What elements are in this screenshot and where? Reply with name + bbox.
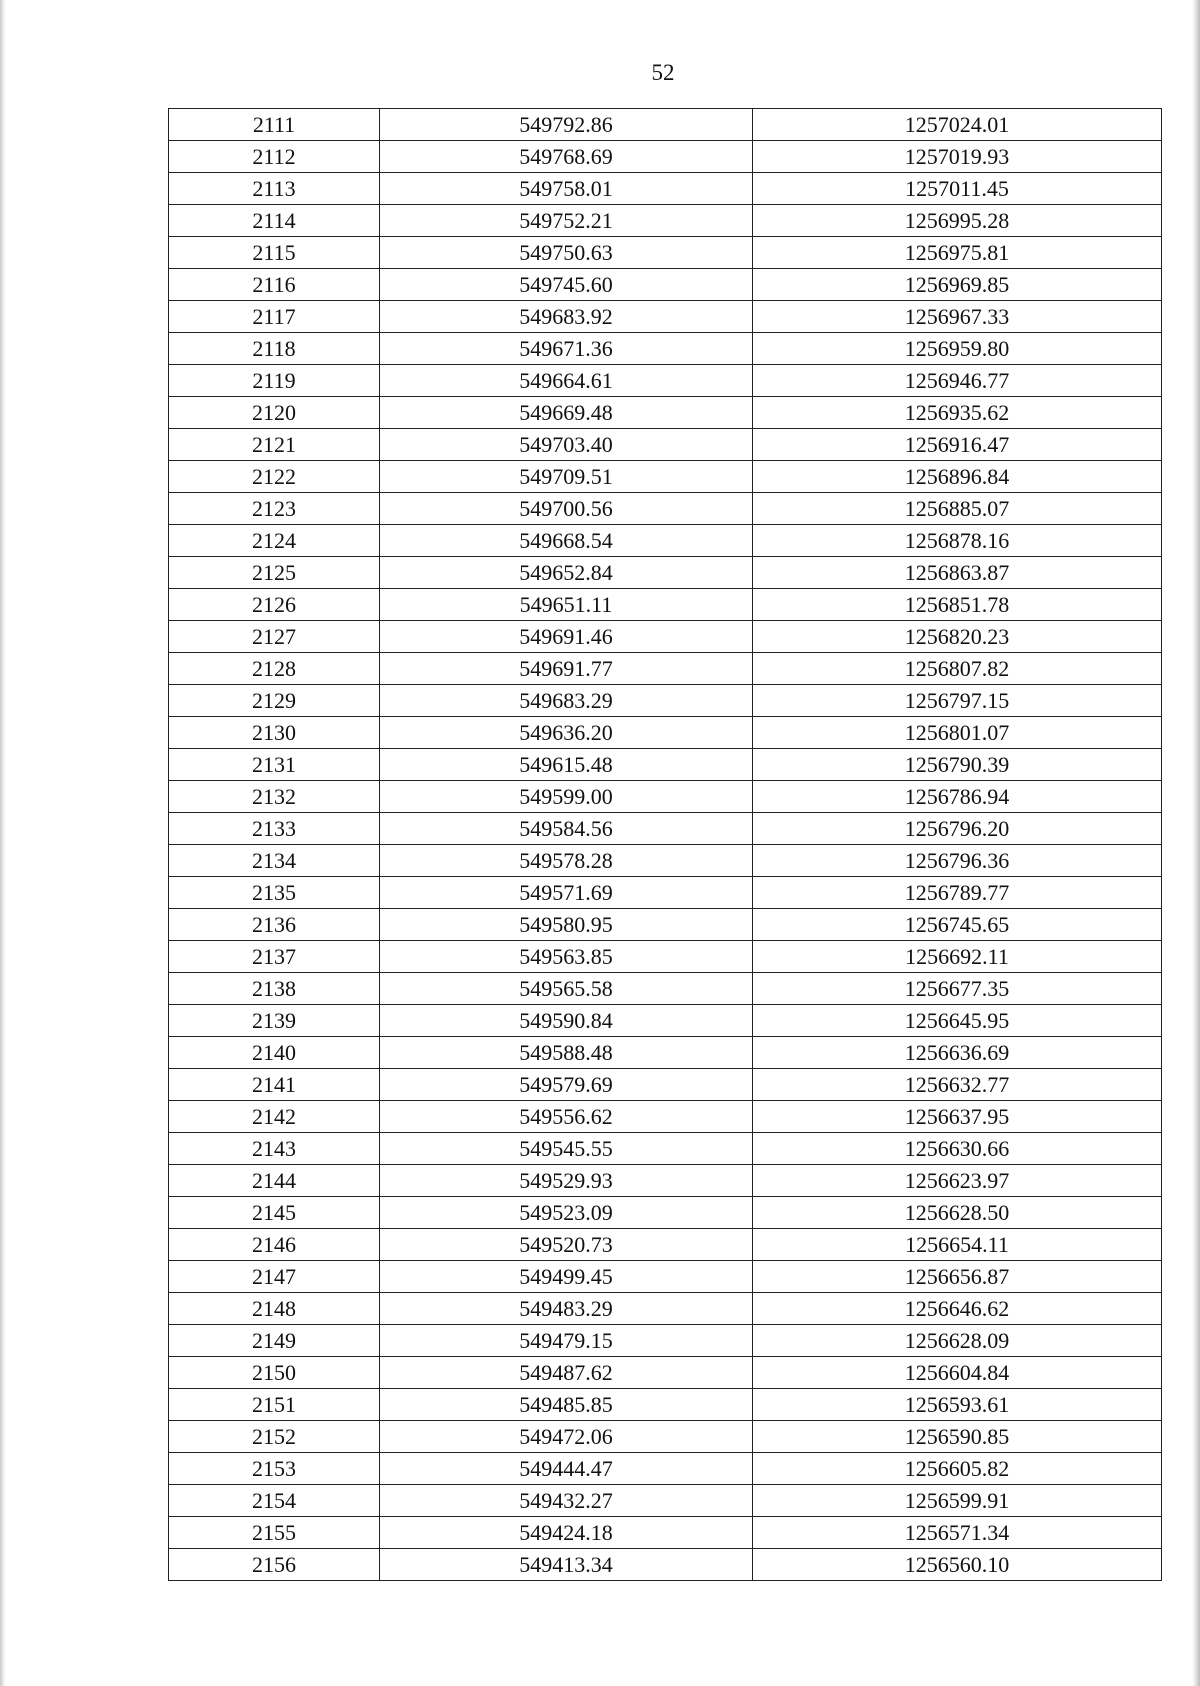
point-number-cell: 2143: [169, 1133, 380, 1165]
point-number-cell: 2132: [169, 781, 380, 813]
table-row: [169, 1165, 1162, 1197]
x-coordinate-cell: 549745.60: [380, 269, 753, 301]
y-coordinate-cell: 1256885.07: [753, 493, 1162, 525]
table-row: [169, 781, 1162, 813]
table-row: [169, 365, 1162, 397]
x-coordinate-cell: 549683.92: [380, 301, 753, 333]
x-coordinate-cell: 549703.40: [380, 429, 753, 461]
table-row: [169, 557, 1162, 589]
point-number-cell: 2123: [169, 493, 380, 525]
y-coordinate-cell: 1256636.69: [753, 1037, 1162, 1069]
table-row: [169, 1133, 1162, 1165]
x-coordinate-cell: 549520.73: [380, 1229, 753, 1261]
x-coordinate-cell: 549563.85: [380, 941, 753, 973]
point-number-cell: 2121: [169, 429, 380, 461]
x-coordinate-cell: 549599.00: [380, 781, 753, 813]
table-row: [169, 205, 1162, 237]
table-row: [169, 461, 1162, 493]
y-coordinate-cell: 1256656.87: [753, 1261, 1162, 1293]
y-coordinate-cell: 1257019.93: [753, 141, 1162, 173]
point-number-cell: 2144: [169, 1165, 380, 1197]
table-row: [169, 909, 1162, 941]
x-coordinate-cell: 549571.69: [380, 877, 753, 909]
table-row: [169, 429, 1162, 461]
x-coordinate-cell: 549590.84: [380, 1005, 753, 1037]
point-number-cell: 2116: [169, 269, 380, 301]
point-number-cell: 2153: [169, 1453, 380, 1485]
point-number-cell: 2117: [169, 301, 380, 333]
point-number-cell: 2138: [169, 973, 380, 1005]
y-coordinate-cell: 1256790.39: [753, 749, 1162, 781]
point-number-cell: 2120: [169, 397, 380, 429]
y-coordinate-cell: 1256692.11: [753, 941, 1162, 973]
y-coordinate-cell: 1256820.23: [753, 621, 1162, 653]
table-row: [169, 301, 1162, 333]
table-row: [169, 1357, 1162, 1389]
y-coordinate-cell: 1256646.62: [753, 1293, 1162, 1325]
point-number-cell: 2155: [169, 1517, 380, 1549]
y-coordinate-cell: 1256863.87: [753, 557, 1162, 589]
table-row: [169, 973, 1162, 1005]
x-coordinate-cell: 549472.06: [380, 1421, 753, 1453]
point-number-cell: 2140: [169, 1037, 380, 1069]
y-coordinate-cell: 1256797.15: [753, 685, 1162, 717]
table-row: [169, 1037, 1162, 1069]
table-row: [169, 1101, 1162, 1133]
x-coordinate-cell: 549671.36: [380, 333, 753, 365]
table-row: [169, 1517, 1162, 1549]
x-coordinate-cell: 549580.95: [380, 909, 753, 941]
x-coordinate-cell: 549565.58: [380, 973, 753, 1005]
x-coordinate-cell: 549758.01: [380, 173, 753, 205]
y-coordinate-cell: 1256789.77: [753, 877, 1162, 909]
x-coordinate-cell: 549668.54: [380, 525, 753, 557]
table-row: [169, 813, 1162, 845]
point-number-cell: 2124: [169, 525, 380, 557]
y-coordinate-cell: 1257024.01: [753, 109, 1162, 141]
x-coordinate-cell: 549669.48: [380, 397, 753, 429]
y-coordinate-cell: 1256628.50: [753, 1197, 1162, 1229]
x-coordinate-cell: 549768.69: [380, 141, 753, 173]
x-coordinate-cell: 549636.20: [380, 717, 753, 749]
point-number-cell: 2145: [169, 1197, 380, 1229]
x-coordinate-cell: 549529.93: [380, 1165, 753, 1197]
table-row: [169, 653, 1162, 685]
point-number-cell: 2135: [169, 877, 380, 909]
point-number-cell: 2139: [169, 1005, 380, 1037]
y-coordinate-cell: 1256851.78: [753, 589, 1162, 621]
y-coordinate-cell: 1256959.80: [753, 333, 1162, 365]
table-row: [169, 141, 1162, 173]
y-coordinate-cell: 1256605.82: [753, 1453, 1162, 1485]
point-number-cell: 2114: [169, 205, 380, 237]
y-coordinate-cell: 1256745.65: [753, 909, 1162, 941]
table-row: [169, 1453, 1162, 1485]
point-number-cell: 2156: [169, 1549, 380, 1581]
x-coordinate-cell: 549499.45: [380, 1261, 753, 1293]
table-row: [169, 493, 1162, 525]
point-number-cell: 2134: [169, 845, 380, 877]
x-coordinate-cell: 549709.51: [380, 461, 753, 493]
point-number-cell: 2115: [169, 237, 380, 269]
point-number-cell: 2141: [169, 1069, 380, 1101]
y-coordinate-cell: 1256935.62: [753, 397, 1162, 429]
table-row: [169, 845, 1162, 877]
x-coordinate-cell: 549578.28: [380, 845, 753, 877]
table-row: [169, 941, 1162, 973]
x-coordinate-cell: 549651.11: [380, 589, 753, 621]
scan-edge-left: [0, 0, 6, 1686]
y-coordinate-cell: 1256995.28: [753, 205, 1162, 237]
table-row: [169, 1261, 1162, 1293]
table-row: [169, 173, 1162, 205]
x-coordinate-cell: 549691.46: [380, 621, 753, 653]
x-coordinate-cell: 549545.55: [380, 1133, 753, 1165]
y-coordinate-cell: 1256637.95: [753, 1101, 1162, 1133]
x-coordinate-cell: 549413.34: [380, 1549, 753, 1581]
table-row: [169, 1421, 1162, 1453]
x-coordinate-cell: 549683.29: [380, 685, 753, 717]
table-row: [169, 1389, 1162, 1421]
point-number-cell: 2137: [169, 941, 380, 973]
x-coordinate-cell: 549579.69: [380, 1069, 753, 1101]
x-coordinate-cell: 549700.56: [380, 493, 753, 525]
point-number-cell: 2112: [169, 141, 380, 173]
point-number-cell: 2152: [169, 1421, 380, 1453]
table-row: [169, 1325, 1162, 1357]
point-number-cell: 2130: [169, 717, 380, 749]
point-number-cell: 2151: [169, 1389, 380, 1421]
table-row: [169, 1485, 1162, 1517]
y-coordinate-cell: 1256645.95: [753, 1005, 1162, 1037]
point-number-cell: 2148: [169, 1293, 380, 1325]
y-coordinate-cell: 1256571.34: [753, 1517, 1162, 1549]
y-coordinate-cell: 1256796.36: [753, 845, 1162, 877]
y-coordinate-cell: 1256975.81: [753, 237, 1162, 269]
y-coordinate-cell: 1256599.91: [753, 1485, 1162, 1517]
x-coordinate-cell: 549664.61: [380, 365, 753, 397]
point-number-cell: 2136: [169, 909, 380, 941]
x-coordinate-cell: 549479.15: [380, 1325, 753, 1357]
table-row: [169, 397, 1162, 429]
y-coordinate-cell: 1256946.77: [753, 365, 1162, 397]
y-coordinate-cell: 1256896.84: [753, 461, 1162, 493]
point-number-cell: 2131: [169, 749, 380, 781]
point-number-cell: 2133: [169, 813, 380, 845]
y-coordinate-cell: 1256878.16: [753, 525, 1162, 557]
x-coordinate-cell: 549584.56: [380, 813, 753, 845]
table-row: [169, 749, 1162, 781]
scan-edge-right: [1192, 0, 1200, 1686]
point-number-cell: 2128: [169, 653, 380, 685]
table-row: [169, 333, 1162, 365]
x-coordinate-cell: 549485.85: [380, 1389, 753, 1421]
table-row: [169, 717, 1162, 749]
y-coordinate-cell: 1256916.47: [753, 429, 1162, 461]
page-number: 52: [651, 60, 675, 85]
point-number-cell: 2154: [169, 1485, 380, 1517]
x-coordinate-cell: 549752.21: [380, 205, 753, 237]
table-row: [169, 1005, 1162, 1037]
y-coordinate-cell: 1256807.82: [753, 653, 1162, 685]
point-number-cell: 2129: [169, 685, 380, 717]
point-number-cell: 2126: [169, 589, 380, 621]
coordinates-table-body: [169, 109, 1162, 1581]
point-number-cell: 2147: [169, 1261, 380, 1293]
table-row: [169, 1197, 1162, 1229]
y-coordinate-cell: 1256969.85: [753, 269, 1162, 301]
table-row: [169, 1293, 1162, 1325]
x-coordinate-cell: 549588.48: [380, 1037, 753, 1069]
point-number-cell: 2125: [169, 557, 380, 589]
y-coordinate-cell: 1256632.77: [753, 1069, 1162, 1101]
y-coordinate-cell: 1257011.45: [753, 173, 1162, 205]
y-coordinate-cell: 1256967.33: [753, 301, 1162, 333]
table-row: [169, 1069, 1162, 1101]
point-number-cell: 2146: [169, 1229, 380, 1261]
point-number-cell: 2142: [169, 1101, 380, 1133]
y-coordinate-cell: 1256628.09: [753, 1325, 1162, 1357]
x-coordinate-cell: 549444.47: [380, 1453, 753, 1485]
x-coordinate-cell: 549556.62: [380, 1101, 753, 1133]
point-number-cell: 2119: [169, 365, 380, 397]
y-coordinate-cell: 1256593.61: [753, 1389, 1162, 1421]
point-number-cell: 2111: [169, 109, 380, 141]
y-coordinate-cell: 1256786.94: [753, 781, 1162, 813]
y-coordinate-cell: 1256623.97: [753, 1165, 1162, 1197]
point-number-cell: 2118: [169, 333, 380, 365]
x-coordinate-cell: 549615.48: [380, 749, 753, 781]
point-number-cell: 2113: [169, 173, 380, 205]
x-coordinate-cell: 549483.29: [380, 1293, 753, 1325]
x-coordinate-cell: 549523.09: [380, 1197, 753, 1229]
point-number-cell: 2122: [169, 461, 380, 493]
x-coordinate-cell: 549424.18: [380, 1517, 753, 1549]
table-row: [169, 589, 1162, 621]
table-row: [169, 1549, 1162, 1581]
y-coordinate-cell: 1256630.66: [753, 1133, 1162, 1165]
y-coordinate-cell: 1256654.11: [753, 1229, 1162, 1261]
y-coordinate-cell: 1256801.07: [753, 717, 1162, 749]
point-number-cell: 2149: [169, 1325, 380, 1357]
x-coordinate-cell: 549652.84: [380, 557, 753, 589]
table-row: [169, 621, 1162, 653]
x-coordinate-cell: 549792.86: [380, 109, 753, 141]
x-coordinate-cell: 549487.62: [380, 1357, 753, 1389]
table-row: [169, 269, 1162, 301]
point-number-cell: 2127: [169, 621, 380, 653]
table-row: [169, 1229, 1162, 1261]
coordinates-table: [168, 108, 1162, 1581]
y-coordinate-cell: 1256560.10: [753, 1549, 1162, 1581]
point-number-cell: 2150: [169, 1357, 380, 1389]
x-coordinate-cell: 549750.63: [380, 237, 753, 269]
table-row: [169, 877, 1162, 909]
table-row: [169, 685, 1162, 717]
x-coordinate-cell: 549432.27: [380, 1485, 753, 1517]
x-coordinate-cell: 549691.77: [380, 653, 753, 685]
y-coordinate-cell: 1256604.84: [753, 1357, 1162, 1389]
table-row: [169, 109, 1162, 141]
table-row: [169, 237, 1162, 269]
table-row: [169, 525, 1162, 557]
y-coordinate-cell: 1256590.85: [753, 1421, 1162, 1453]
y-coordinate-cell: 1256796.20: [753, 813, 1162, 845]
y-coordinate-cell: 1256677.35: [753, 973, 1162, 1005]
